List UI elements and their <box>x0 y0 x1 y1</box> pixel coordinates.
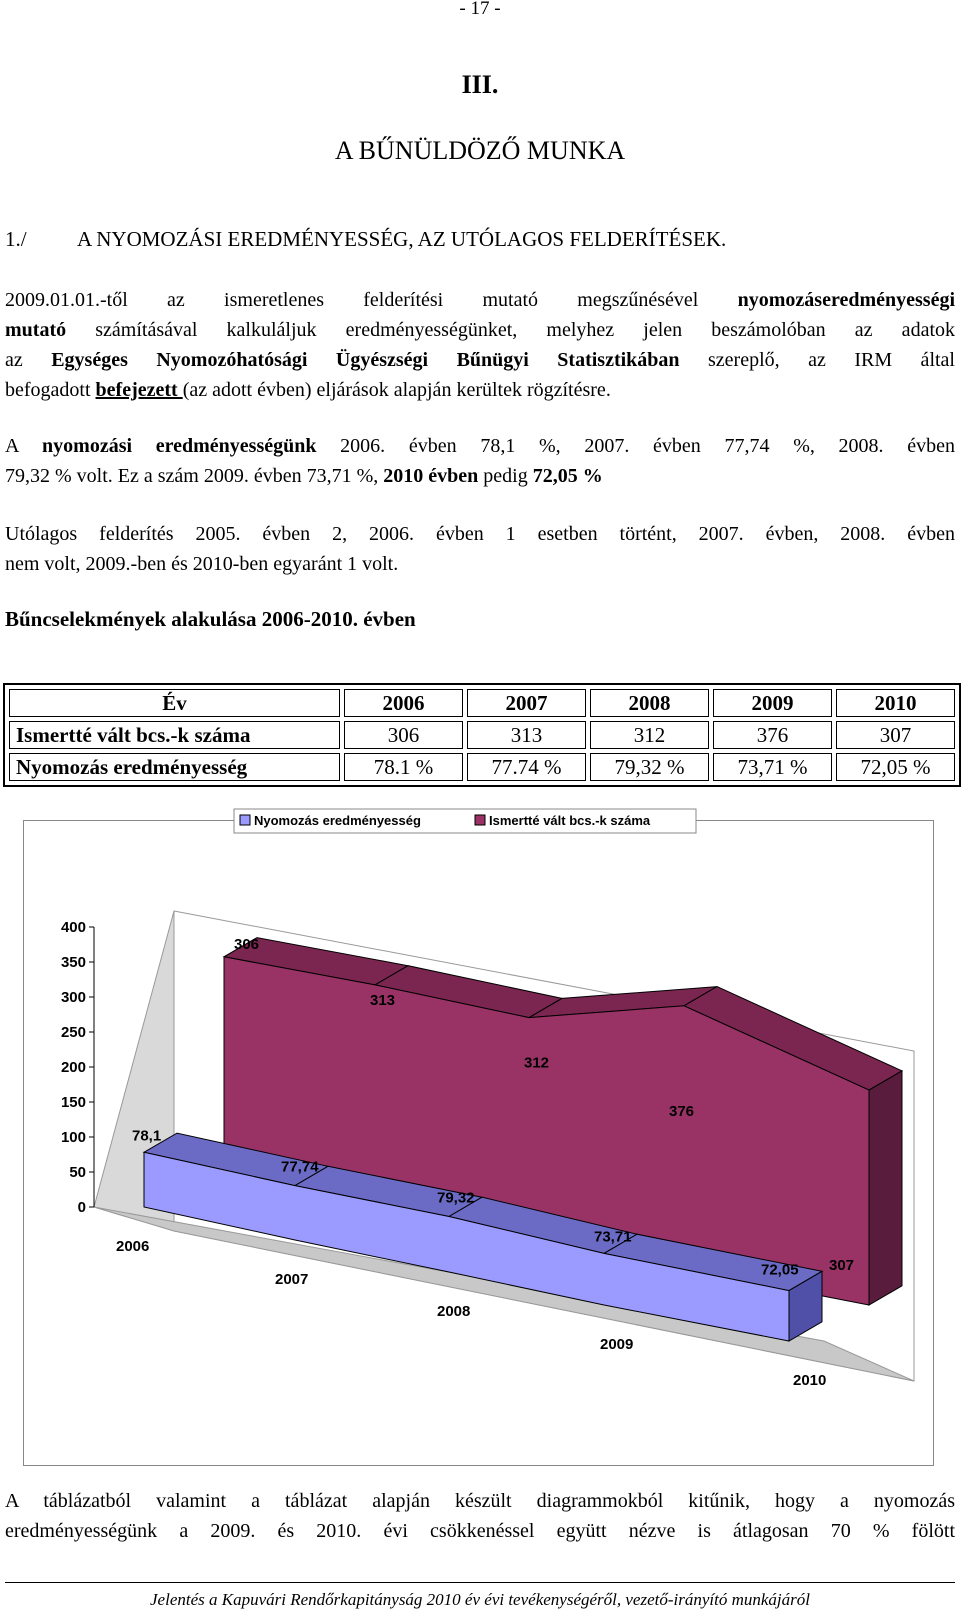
table-row-label: Ismertté vált bcs.-k száma <box>9 721 340 749</box>
data-label: 307 <box>829 1257 855 1275</box>
y-tick-label: 200 <box>60 1059 86 1076</box>
table-cell: 73,71 % <box>713 753 832 781</box>
table-cell: 313 <box>467 721 586 749</box>
table-cell: 306 <box>344 721 463 749</box>
p1-line-1: 2009.01.01.-től az ismeretlenes felderítési mutató megszűnésével nyomozáseredményességi <box>5 289 955 311</box>
legend-label: Nyomozás eredményesség <box>254 813 421 828</box>
table-cell: 77.74 % <box>467 753 586 781</box>
x-tick-label: 2007 <box>275 1271 309 1288</box>
data-label: 73,71 <box>594 1228 632 1246</box>
y-tick-label: 300 <box>60 989 86 1006</box>
footer-divider <box>5 1582 955 1583</box>
table-row <box>9 753 955 781</box>
table-row <box>9 721 955 749</box>
legend-label: Ismertté vált bcs.-k száma <box>489 813 651 828</box>
table-cell: 72,05 % <box>836 753 955 781</box>
paragraph-3 <box>5 519 955 579</box>
table-header-cell: Év <box>9 689 340 717</box>
table-cell: 307 <box>836 721 955 749</box>
p4-line-1: A táblázatból valamint a táblázat alapján készült diagrammokból kitűnik, hogy a nyomozás <box>5 1490 955 1512</box>
y-tick-label: 350 <box>60 954 86 971</box>
y-tick-label: 150 <box>60 1094 86 1111</box>
table-cell: 312 <box>590 721 709 749</box>
x-tick-label: 2009 <box>600 1336 634 1353</box>
section-number: 1./ <box>5 227 27 251</box>
table-header-cell: 2006 <box>344 689 463 717</box>
p3-line-1: Utólagos felderítés 2005. évben 2, 2006. évben 1 esetben történt, 2007. évben, 2008. évben <box>5 523 955 545</box>
table-header-row <box>9 689 955 717</box>
section-heading <box>5 227 727 252</box>
x-tick-label: 2008 <box>437 1303 471 1320</box>
series-side-face <box>869 1071 902 1305</box>
table-header-cell: 2009 <box>713 689 832 717</box>
table-cell: 78.1 % <box>344 753 463 781</box>
table-cell: 79,32 % <box>590 753 709 781</box>
table-row-label: Nyomozás eredményesség <box>9 753 340 781</box>
data-label: 312 <box>524 1054 550 1072</box>
data-label: 376 <box>669 1102 695 1120</box>
paragraph-4 <box>5 1486 955 1546</box>
page-number: - 17 - <box>459 0 501 19</box>
p4-line-2: eredményességünk a 2009. és 2010. évi csökkenéssel együtt nézve is átlagosan 70 % fölött <box>5 1520 955 1542</box>
x-tick-label: 2010 <box>793 1372 827 1389</box>
section-title: A NYOMOZÁSI EREDMÉNYESSÉG, AZ UTÓLAGOS FELDERÍTÉSEK. <box>77 227 727 251</box>
p2-line-2: 79,32 % volt. Ez a szám 2009. évben 73,71 %, 2010 évben pedig 72,05 % <box>5 465 603 487</box>
legend-swatch <box>475 815 485 825</box>
legend-swatch <box>240 815 250 825</box>
table-header-cell: 2010 <box>836 689 955 717</box>
y-tick-label: 50 <box>69 1164 86 1181</box>
data-label: 78,1 <box>132 1127 162 1145</box>
chart-container <box>23 813 934 1466</box>
p1-line-4: befogadott befejezett (az adott évben) eljárások alapján kerültek rögzítésre. <box>5 379 611 401</box>
p1-line-2: mutató számításával kalkuláljuk eredményességünket, melyhez jelen beszámolóban az adatok <box>5 319 955 341</box>
y-tick-label: 100 <box>60 1129 86 1146</box>
data-label: 306 <box>234 935 260 953</box>
data-label: 72,05 <box>761 1261 799 1279</box>
y-tick-label: 0 <box>77 1199 86 1216</box>
y-tick-label: 400 <box>60 919 86 936</box>
chart-3d-area <box>24 813 933 1465</box>
p2-line-1: A nyomozási eredményességünk 2006. évben 78,1 %, 2007. évben 77,74 %, 2008. évben <box>5 435 955 457</box>
x-tick-label: 2006 <box>116 1238 150 1255</box>
statistics-table <box>3 683 961 787</box>
p3-line-2: nem volt, 2009.-ben és 2010-ben egyaránt 1 volt. <box>5 553 399 575</box>
y-tick-label: 250 <box>60 1024 86 1041</box>
page-footer: Jelentés a Kapuvári Rendőrkapitányság 2010 év évi tevékenységéről, vezető-irányító munkájáról <box>150 1590 810 1609</box>
paragraph-1 <box>5 285 955 405</box>
chapter-number: III. <box>461 70 499 99</box>
table-header-cell: 2007 <box>467 689 586 717</box>
data-label: 77,74 <box>281 1158 319 1176</box>
table-header-cell: 2008 <box>590 689 709 717</box>
data-label: 313 <box>370 991 396 1009</box>
data-label: 79,32 <box>437 1189 475 1207</box>
table-heading: Bűncselekmények alakulása 2006-2010. évben <box>5 607 416 631</box>
table-cell: 376 <box>713 721 832 749</box>
paragraph-2 <box>5 431 955 491</box>
chapter-title: A BŰNÜLDÖZŐ MUNKA <box>334 136 626 165</box>
p1-line-3: az Egységes Nyomozóhatósági Ügyészségi Bűnügyi Statisztikában szereplő, az IRM által <box>5 349 955 371</box>
